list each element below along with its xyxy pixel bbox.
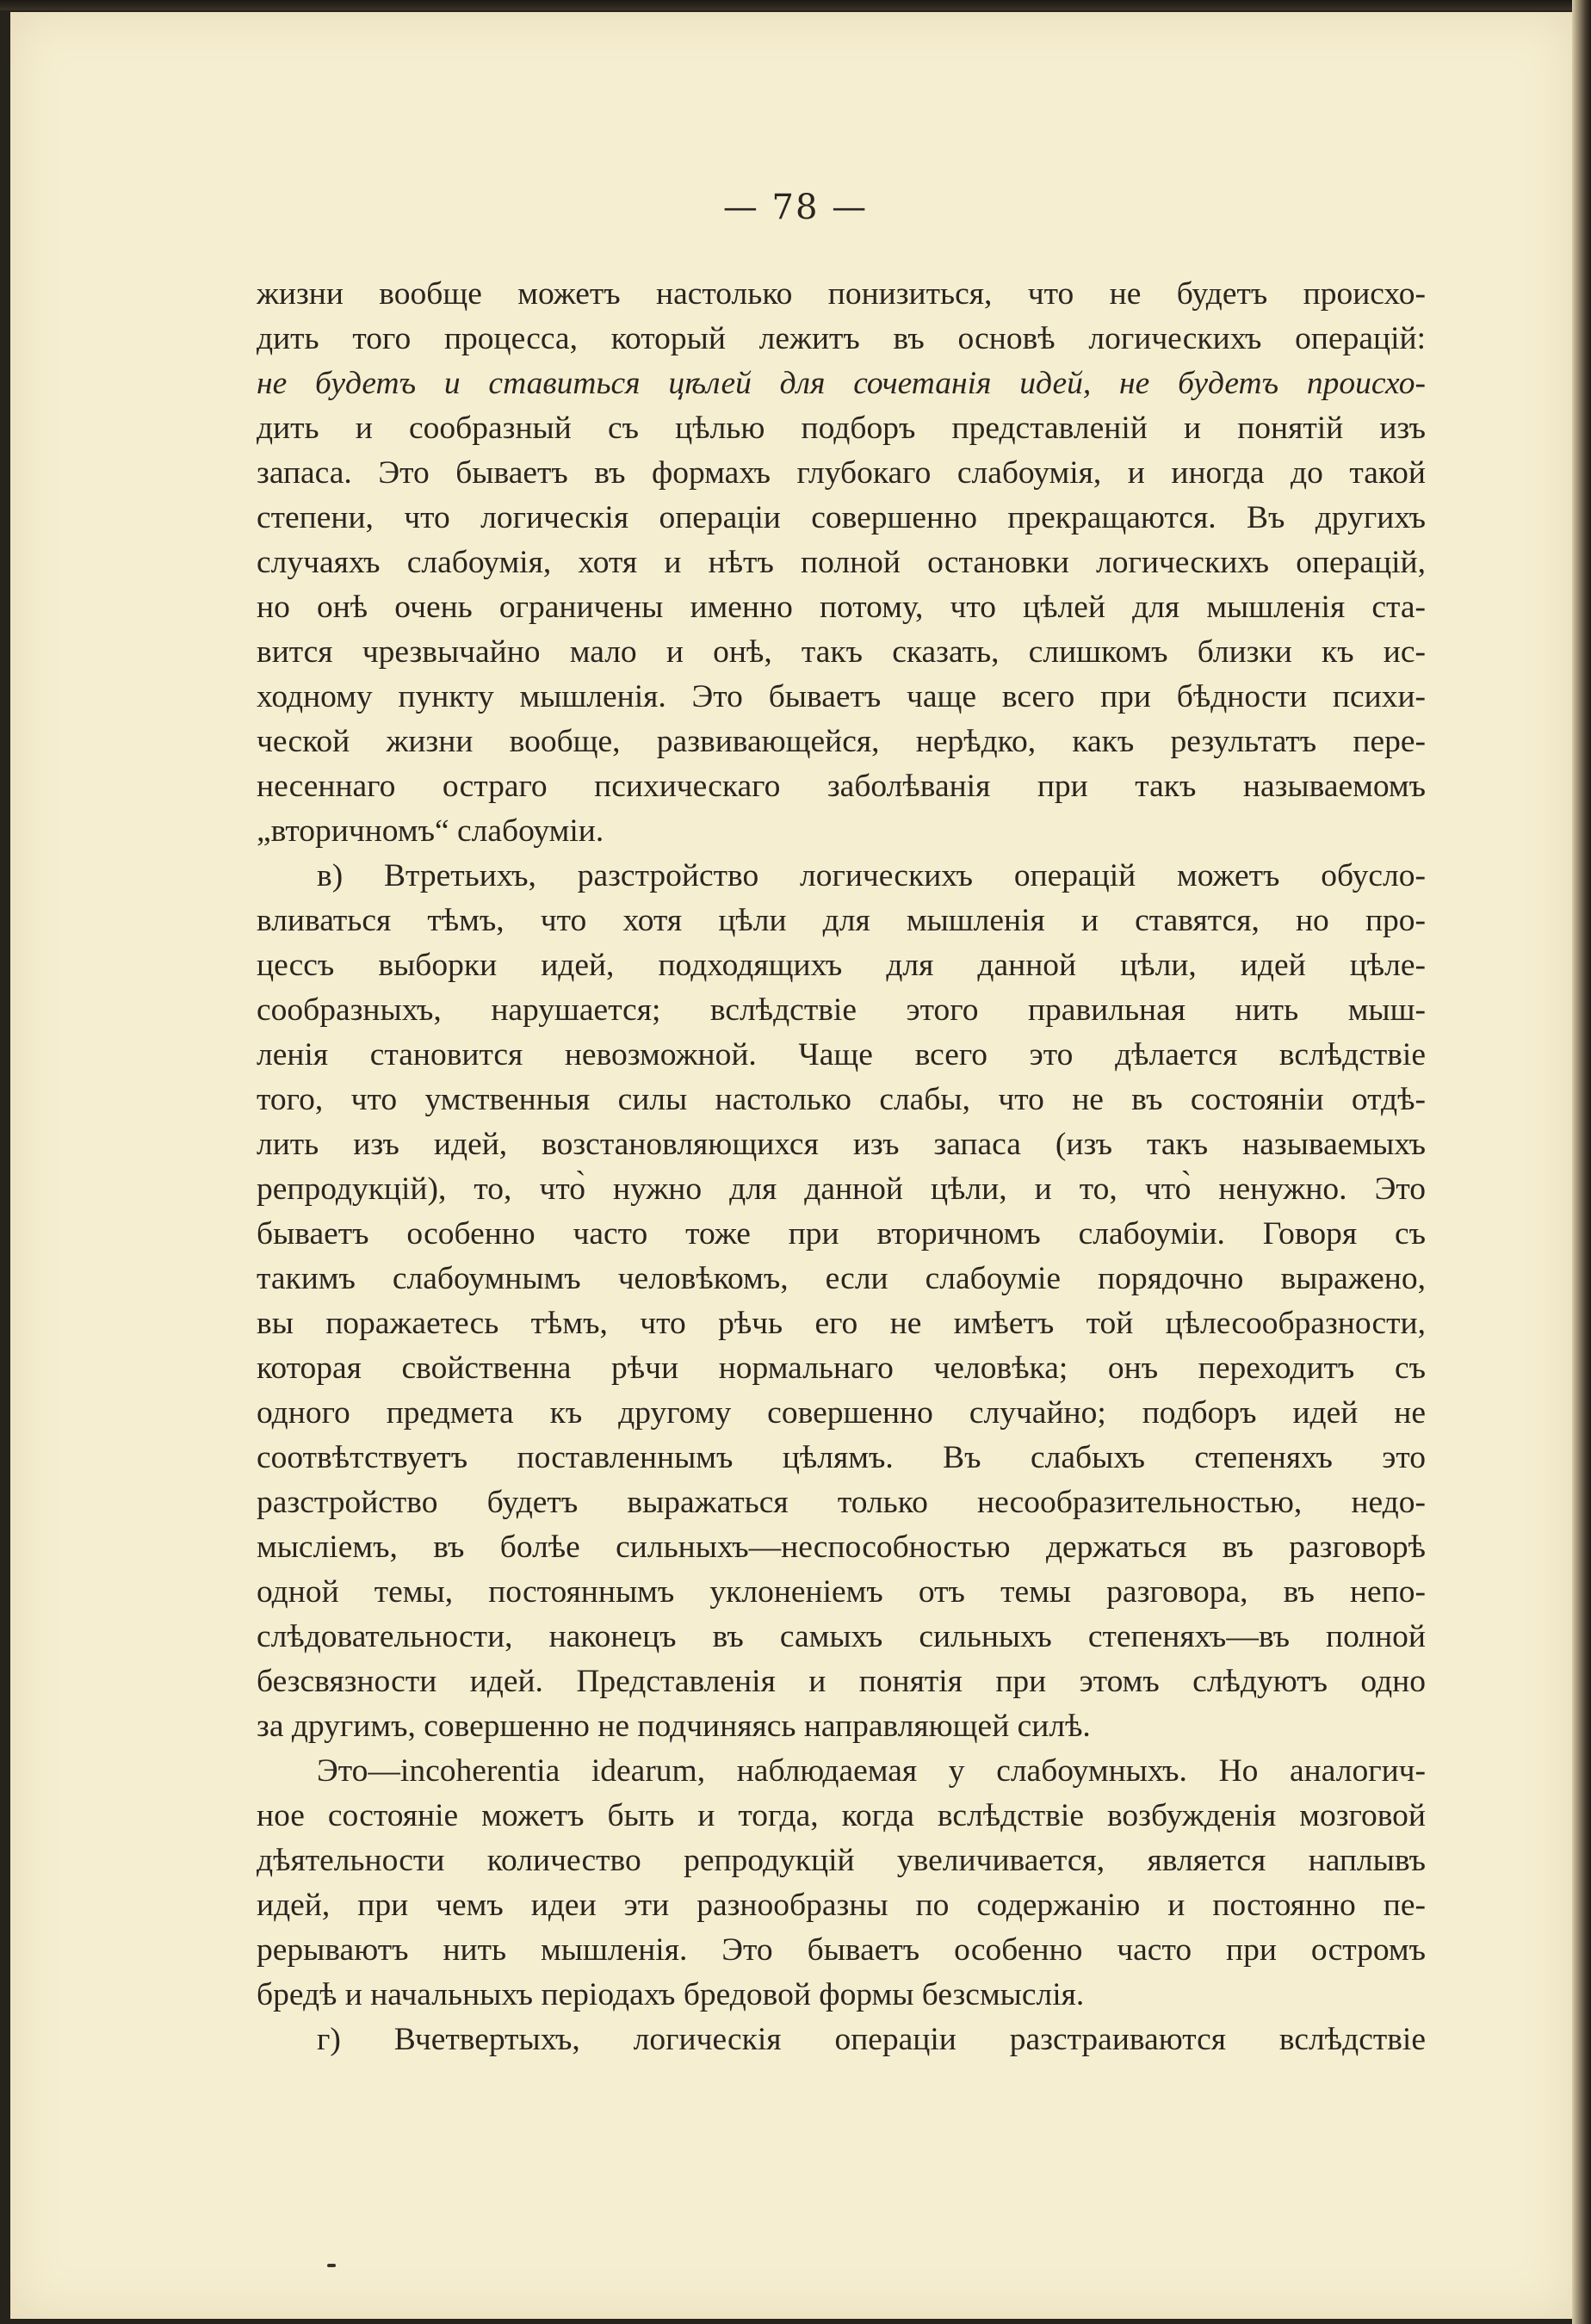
text-line-12: несеннаго остраго психическаго заболѣванія при такъ называемомъ xyxy=(257,769,1426,804)
text-line-33: за другимъ, совершенно не подчиняясь направляющей силѣ. xyxy=(257,1709,1091,1744)
top-scan-edge xyxy=(0,0,1591,10)
text-line-20: лить изъ идей, возстановляющихся изъ запаса (изъ такъ называемыхъ xyxy=(257,1127,1426,1162)
text-line-4: дить и сообразный съ цѣлью подборъ представленій и понятій изъ xyxy=(257,411,1426,446)
text-line-23: такимъ слабоумнымъ человѣкомъ, если слабоуміе порядочно выражено, xyxy=(257,1261,1426,1296)
text-line-38: рерываютъ нить мышленія. Это бываетъ особенно часто при остромъ xyxy=(257,1932,1426,1968)
text-line-26: одного предмета къ другому совершенно случайно; подборъ идей не xyxy=(257,1395,1426,1431)
text-line-15: вливаться тѣмъ, что хотя цѣли для мышленія и ставятся, но про- xyxy=(257,903,1426,938)
text-line-32: безсвязности идей. Представленія и понятія при этомъ слѣдуютъ одно xyxy=(257,1664,1426,1699)
body-text xyxy=(257,272,1426,2062)
text-line-31: слѣдовательности, наконецъ въ самыхъ сильныхъ степеняхъ—въ полной xyxy=(257,1619,1426,1654)
text-line-36: дѣятельности количество репродукцій увеличивается, является наплывъ xyxy=(257,1843,1426,1878)
text-line-37: идей, при чемъ идеи эти разнообразны по содержанію и постоянно пе- xyxy=(257,1888,1426,1923)
text-line-7: случаяхъ слабоумія, хотя и нѣтъ полной остановки логическихъ операцій, xyxy=(257,545,1426,580)
text-line-30: одной темы, постояннымъ уклоненіемъ отъ темы разговора, въ непо- xyxy=(257,1574,1426,1610)
text-line-19: того, что умственныя силы настолько слабы, что не въ состояніи отдѣ- xyxy=(257,1082,1426,1117)
text-line-5: запаса. Это бываетъ въ формахъ глубокаго слабоумія, и иногда до такой xyxy=(257,455,1426,491)
text-line-40: г) Вчетвертыхъ, логическія операціи разстраиваются вслѣдствіе xyxy=(317,2022,1426,2057)
text-line-1: жизни вообще можетъ настолько понизиться, что не будетъ происхо- xyxy=(257,276,1426,312)
ink-speck xyxy=(327,2264,336,2267)
text-line-18: ленія становится невозможной. Чаще всего это дѣлается вслѣдствіе xyxy=(257,1037,1426,1072)
text-line-3: не будетъ и ставиться цѣлей для сочетанія идей, не будетъ происхо- xyxy=(257,366,1426,401)
right-scan-edge xyxy=(1572,0,1591,2324)
text-line-22: бываетъ особенно часто тоже при вторичномъ слабоуміи. Говоря съ xyxy=(257,1216,1426,1252)
text-line-6: степени, что логическія операціи совершенно прекращаются. Въ другихъ xyxy=(257,500,1426,535)
page-number: — 78 — xyxy=(722,188,869,227)
text-line-14: в) Втретьихъ, разстройство логическихъ операцій можетъ обусло- xyxy=(317,858,1426,893)
text-line-34: Это—incoherentia idearum, наблюдаемая у слабоумныхъ. Но аналогич- xyxy=(317,1753,1426,1789)
text-line-2: дить того процесса, который лежитъ въ основѣ логическихъ операцій: xyxy=(257,321,1426,356)
text-line-13: „вторичномъ“ слабоуміи. xyxy=(257,813,604,849)
text-line-24: вы поражаетесь тѣмъ, что рѣчь его не имѣетъ той цѣлесообразности, xyxy=(257,1306,1426,1341)
text-line-25: которая свойственна рѣчи нормальнаго человѣка; онъ переходитъ съ xyxy=(257,1351,1426,1386)
text-line-21: репродукцій), то, что̀ нужно для данной цѣли, и то, что̀ ненужно. Это xyxy=(257,1171,1426,1207)
text-line-27: соотвѣтствуетъ поставленнымъ цѣлямъ. Въ слабыхъ степеняхъ это xyxy=(257,1440,1426,1475)
text-line-10: ходному пункту мышленія. Это бываетъ чаще всего при бѣдности психи- xyxy=(257,679,1426,714)
text-line-39: бредѣ и начальныхъ періодахъ бредовой формы безсмыслія. xyxy=(257,1977,1085,2012)
text-line-35: ное состояніе можетъ быть и тогда, когда вслѣдствіе возбужденія мозговой xyxy=(257,1798,1426,1833)
text-line-8: но онѣ очень ограничены именно потому, что цѣлей для мышленія ста- xyxy=(257,590,1426,625)
text-line-16: цессъ выборки идей, подходящихъ для данной цѣли, идей цѣле- xyxy=(257,948,1426,983)
text-line-17: сообразныхъ, нарушается; вслѣдствіе этого правильная нить мыш- xyxy=(257,992,1426,1028)
text-line-28: разстройство будетъ выражаться только несообразительностью, недо- xyxy=(257,1485,1426,1520)
text-line-11: ческой жизни вообще, развивающейся, нерѣдко, какъ результатъ пере- xyxy=(257,724,1426,759)
text-line-9: вится чрезвычайно мало и онѣ, такъ сказать, слишкомъ близки къ ис- xyxy=(257,634,1426,670)
text-line-29: мысліемъ, въ болѣе сильныхъ—неспособностью держаться въ разговорѣ xyxy=(257,1530,1426,1565)
